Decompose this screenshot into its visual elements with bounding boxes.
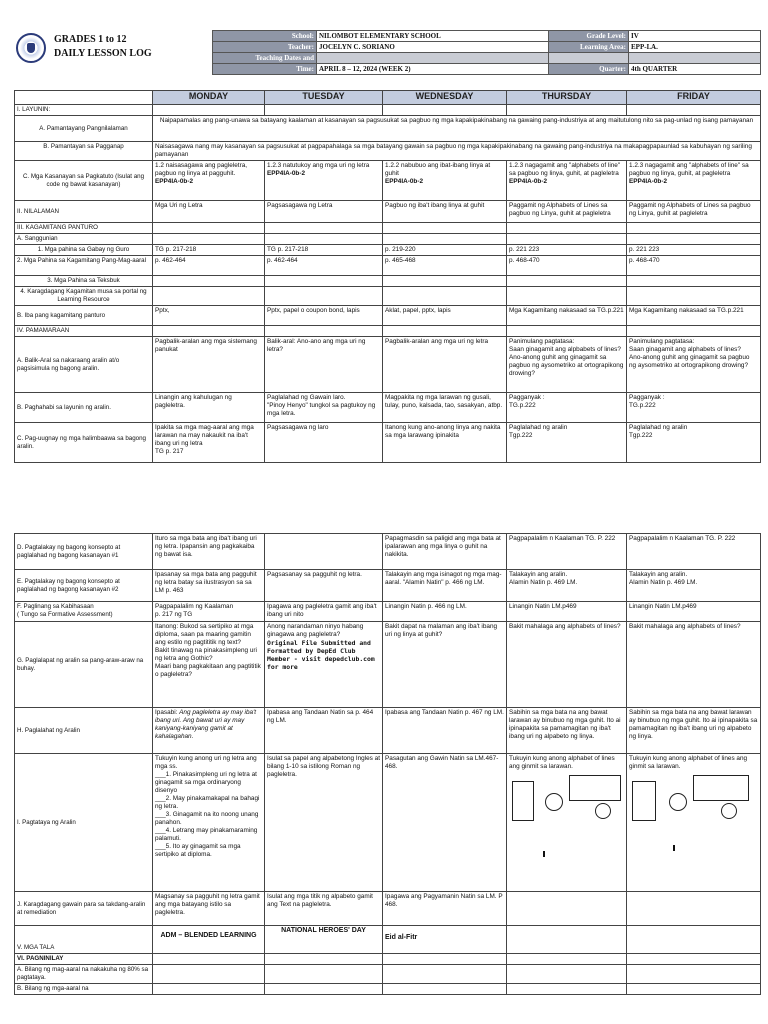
pagtalakay-2-tuesday: Pagsasanay sa pagguhit ng letra. [265, 570, 383, 602]
pag-uugnay-monday: Ipakita sa mga mag-aaral ang mga larawan na may nakaukit na iba't ibang uri ng letra TG p. 217 [153, 423, 265, 463]
paglalahat-tuesday: Ipabasa ang Tandaan Natin sa p. 464 ng LM. [265, 708, 383, 754]
balik-aral-thursday: Panimulang pagtatasa: Saan ginagamit ang alpbabets of lines? Ano-anong guhit ang ginagamit sa pagbuo ng aysometriko at ortograpikong drowing? [507, 337, 627, 393]
paglinang-tuesday: Ipagawa ang pagleletra gamit ang iba't ibang uri nito [265, 602, 383, 622]
gabay-guro-thursday: p. 221 223 [507, 245, 627, 256]
iba-pang-kagamitan-monday: Pptx, [153, 306, 265, 326]
pamamaraan-label: IV. PAMAMARAAN [15, 326, 153, 337]
pagtalakay-1-tuesday [265, 534, 383, 570]
day-tuesday: TUESDAY [265, 91, 383, 105]
paghahabi-wednesday: Magpakita ng mga larawan ng gusali, tulay, puno, kalsada, tao, sasakyan, atbp. [383, 393, 507, 423]
nilalaman-friday: Paggamit ng Alphabets of Lines sa pagbuo ng Linya, guhit at pagleletra [627, 201, 761, 223]
school-label: School: [213, 31, 317, 42]
paglalapat-thursday: Bakit mahalaga ang alphabets of lines? [507, 622, 627, 708]
karagdagang-gawain-wednesday: Ipagawa ang Pagyamanin Natin sa LM. P 468. [383, 892, 507, 926]
lesson-log-part-1 [14, 90, 760, 463]
mga-tala-label: V. MGA TALA [15, 926, 153, 954]
kagamitang-mag-aaral-tuesday: p. 462-464 [265, 256, 383, 276]
bilang-80-label: A. Bilang ng mag-aaral na nakakuha ng 80% sa pagtataya. [15, 965, 153, 984]
pagtataya-tuesday: Isulat sa papel ang alpabetong Ingles at bilang 1-10 sa istilong Roman ng pagleletra. [265, 754, 383, 892]
iba-pang-kagamitan-thursday: Mga Kagamitang nakasaad sa TG.p.221 [507, 306, 627, 326]
grade-value: IV [629, 31, 761, 42]
nilalaman-thursday: Paggamit ng Alphabets of Lines sa pagbuo ng Linya, guhit at pagleletra [507, 201, 627, 223]
grade-label: Grade Level: [549, 31, 629, 42]
doc-title-grades: GRADES 1 to 12 [54, 34, 127, 45]
day-monday: MONDAY [153, 91, 265, 105]
balik-aral-friday: Panimulang pagtatasa: Saan ginagamit ang alphabets of lines? Ano-anong guhit ang ginagamit sa pagbuo ng aysometriko at ortograpikong drowing? [627, 337, 761, 393]
paglinang-thursday: Linangin Natin LM.p469 [507, 602, 627, 622]
pagtataya-friday: Tukuyin kung anong alphabet of lines ang ginmit sa larawan. [627, 754, 761, 892]
depedclub-note: Original File Submitted and Formatted by DepEd Club Member - visit depedclub.com for more [267, 639, 375, 671]
kagamitang-mag-aaral-label: 2. Mga Pahina sa Kagamitang Pang-Mag-aaral [15, 256, 153, 276]
kasanayan-wednesday: 1.2.2 nabubuo ang ibat-ibang linya at guhit EPP4IA-0b-2 [383, 161, 507, 201]
pagtalakay-2-wednesday: Talakayin ang mga isinagot ng mga mag-aaral. "Alamin Natin" p. 466 ng LM. [383, 570, 507, 602]
karagdagang-gawain-thursday [507, 892, 627, 926]
pagtataya-thursday: Tukuyin kung anong alphabet of lines ang ginmit sa larawan. [507, 754, 627, 892]
pagtalakay-1-wednesday: Papagmasdin sa paligid ang mga bata at ipalarawan ang mga linya o guhit na nakikita. [383, 534, 507, 570]
kagamitang-mag-aaral-friday: p. 468-470 [627, 256, 761, 276]
iba-pang-kagamitan-label: B. Iba pang kagamitang panturo [15, 306, 153, 326]
kasanayan-tuesday: 1.2.3 natutukoy ang mga uri ng letra EPP4IA-0b-2 [265, 161, 383, 201]
paglalapat-tuesday: Anong narandaman ninyo habang ginagawa ang pagleletra? Original File Submitted and Formatted by DepEd Club Member - visit depedclub.com for more [265, 622, 383, 708]
quarter-label: Quarter: [549, 64, 629, 75]
doc-title-dll: DAILY LESSON LOG [54, 48, 152, 59]
teacher-label: Teacher: [213, 42, 317, 53]
paghahabi-monday: Linangin ang kahulugan ng pagleletra. [153, 393, 265, 423]
gabay-guro-monday: TG p. 217-218 [153, 245, 265, 256]
pag-uugnay-wednesday: Itanong kung ano-anong linya ang nakita sa mga larawang ipinakita [383, 423, 507, 463]
balik-aral-wednesday: Pagbalik-aralan ang mga uri ng letra [383, 337, 507, 393]
line-figure-friday [629, 771, 758, 861]
deped-header [14, 30, 210, 70]
paghahabi-thursday: Pagganyak : TG.p.222 [507, 393, 627, 423]
pamantayan-pagganap-label: B. Pamantayan sa Pagganap [15, 142, 153, 161]
pagtalakay-1-label: D. Pagtalakay ng bagong konsepto at paglalahad ng bagong kasanayan #1 [15, 534, 153, 570]
nilalaman-wednesday: Pagbuo ng iba't ibang linya at guhit [383, 201, 507, 223]
quarter-value: 4th QUARTER [629, 64, 761, 75]
tala-monday: ADM – BLENDED LEARNING [153, 926, 265, 954]
iba-pang-kagamitan-wednesday: Aklat, papel, pptx, lapis [383, 306, 507, 326]
paglinang-label: F. Paglinang sa Kabihasaan ( Tungo sa Formative Assessment) [15, 602, 153, 622]
gabay-guro-friday: p. 221 223 [627, 245, 761, 256]
kagamitang-mag-aaral-monday: p. 462-464 [153, 256, 265, 276]
pamantayang-pangnilalaman-label: A. Pamantayang Pangnilalaman [15, 116, 153, 142]
paglalapat-wednesday: Bakit dapat na malaman ang iba't ibang uri ng linya at guhit? [383, 622, 507, 708]
pag-uugnay-label: C. Pag-uugnay ng mga halimbaawa sa bagong aralin. [15, 423, 153, 463]
nilalaman-label: II. NILALAMAN [15, 201, 153, 223]
balik-aral-monday: Pagbalik-aralan ang mga sistemang panukat [153, 337, 265, 393]
paglalahat-label: H. Paglalahat ng Aralin [15, 708, 153, 754]
tala-tuesday: NATIONAL HEROES' DAY [265, 926, 383, 954]
iba-pang-kagamitan-friday: Mga Kagamitang nakasaad sa TG.p.221 [627, 306, 761, 326]
school-name: NILOMBOT ELEMENTARY SCHOOL [317, 31, 549, 42]
pagtataya-label: I. Pagtataya ng Aralin [15, 754, 153, 892]
layunin-label: I. LAYUNIN: [15, 105, 153, 116]
karagdagang-gawain-monday: Magsanay sa pagguhit ng letra gamit ang mga batayang istilo sa pagleletra. [153, 892, 265, 926]
paglinang-wednesday: Linangin Natin p. 466 ng LM. [383, 602, 507, 622]
gabay-guro-tuesday: TG p. 217-218 [265, 245, 383, 256]
paglalapat-label: G. Paglalapat ng aralin sa pang-araw-araw na buhay. [15, 622, 153, 708]
paghahabi-tuesday: Paglalahad ng Gawain laro. "Pinoy Henyo" tungkol sa pagtukoy ng mga letra. [265, 393, 383, 423]
paglalahat-thursday: Sabihin sa mga bata na ang bawat larawan ay binubuo ng mga guhit. Ito ai ipinapakita sa pamamagitan ng iba't ibang uri ng alpabeto ng linya. [507, 708, 627, 754]
teksbuk-label: 3. Mga Pahina sa Teksbuk [15, 276, 153, 287]
pamantayang-pangnilalaman-text: Naipapamalas ang pang-unawa sa batayang kaalaman at kasanayan sa pagsusukat sa pagbuo ng mga kapakipakinabang na gawaing pang-industriya at ang maitutulong nito sa pag-unlad ng isang pamayanan [153, 116, 761, 142]
paglalahat-monday: Ipasabi: Ang pagleletra ay may iba't ibang uri. Ang bawat uri ay may kaniyang-kaniyang gamit at kahalagahan. [153, 708, 265, 754]
kagamitang-mag-aaral-thursday: p. 468-470 [507, 256, 627, 276]
dates-label-1: Teaching Dates and [213, 53, 317, 64]
tala-wednesday: Eid al-Fitr [383, 926, 507, 954]
kasanayan-label: C. Mga Kasanayan sa Pagkatuto (Isulat ang code ng bawat kasanayan) [15, 161, 153, 201]
lesson-log-part-2 [14, 533, 760, 995]
pagtalakay-2-thursday: Talakayin ang aralin. Alamin Natin p. 469 LM. [507, 570, 627, 602]
pamantayan-pagganap-text: Naisasagawa nang may kasanayan sa pagsusukat at pagpapahalaga sa mga batayang gawain sa pagbuo ng mga kapakipakinabang na gawaing pang-industriya na makapagpapaunlad sa kabuhayan ng sariling pamayanan [153, 142, 761, 161]
karagdagang-gawain-friday [627, 892, 761, 926]
karagdagang-gawain-label: J. Karagdagang gawain para sa takdang-aralin at remediation [15, 892, 153, 926]
pag-uugnay-friday: Paglalahad ng aralin Tgp.222 [627, 423, 761, 463]
dates-label-2: Time: [213, 64, 317, 75]
kagamitang-panturo-label: III. KAGAMITANG PANTURO [15, 223, 153, 234]
pag-uugnay-tuesday: Pagsasagawa ng laro [265, 423, 383, 463]
paglinang-friday: Linangin Natin LM.p469 [627, 602, 761, 622]
kasanayan-monday: 1.2 naisasagawa ang pagleletra, pagbuo ng linya at pagguhit. EPP4IA-0b-2 [153, 161, 265, 201]
pagtataya-wednesday: Pasagutan ang Gawin Natin sa LM.467-468. [383, 754, 507, 892]
gabay-guro-wednesday: p. 219-220 [383, 245, 507, 256]
paglalapat-friday: Bakit mahalaga ang alphabets of lines? [627, 622, 761, 708]
pag-uugnay-thursday: Paglalahad ng aralin Tgp.222 [507, 423, 627, 463]
gabay-guro-label: 1. Mga pahina sa Gabay ng Guro [15, 245, 153, 256]
teacher-name: JOCELYN C. SORIANO [317, 42, 549, 53]
day-wednesday: WEDNESDAY [383, 91, 507, 105]
paghahabi-label: B. Paghahabi sa layunin ng aralin. [15, 393, 153, 423]
karagdagang-kagamitan-label: 4. Karagdagang Kagamitan musa sa portal ng Learning Resource [15, 287, 153, 306]
pagtalakay-2-monday: Ipasanay sa mga bata ang pagguhit ng letra batay sa ilustrasyon sa sa LM p. 463 [153, 570, 265, 602]
paghahabi-friday: Pagganyak : TG.p.222 [627, 393, 761, 423]
bilang-remediation-label: B. Bilang ng mga-aaral na [15, 984, 153, 995]
kagamitang-mag-aaral-wednesday: p. 465-468 [383, 256, 507, 276]
kasanayan-friday: 1.2.3 nagagamit ang "alphabets of line" sa pagbuo ng linya, guhit, at pagleletra EPP4IA-0b-2 [627, 161, 761, 201]
pagtalakay-1-thursday: Pagpapalalim n Kaalaman TG. P. 222 [507, 534, 627, 570]
line-figure-thursday [509, 771, 624, 861]
kasanayan-thursday: 1.2.3 nagagamit ang "alphabets of line" sa pagbuo ng linya, guhit, at pagleletra EPP4IA-0b-2 [507, 161, 627, 201]
header-info [212, 30, 760, 75]
pagninilay-label: VI. PAGNINILAY [15, 954, 153, 965]
day-thursday: THURSDAY [507, 91, 627, 105]
pagtalakay-2-friday: Talakayin ang aralin. Alamin Natin p. 469 LM. [627, 570, 761, 602]
pagtalakay-1-friday: Pagpapalalim n Kaalaman TG. P. 222 [627, 534, 761, 570]
sanggunian-label: A. Sanggunian [15, 234, 153, 245]
area-label: Learning Area: [549, 42, 629, 53]
pagtalakay-2-label: E. Pagtalakay ng bagong konsepto at paglalahad ng bagong kasanayan #2 [15, 570, 153, 602]
paglalahat-wednesday: Ipabasa ang Tandaan Natin p. 467 ng LM. [383, 708, 507, 754]
paglalapat-monday: Itanong: Bukod sa sertipiko at mga diploma, saan pa maaring gamitin ang estilo ng pagtititik ng text? Bakit tinawag na pinakasimpleng uri ng letra ang Gothic? Maari bang pagkakitaan ang pagtititik o pagleletra? [153, 622, 265, 708]
day-friday: FRIDAY [627, 91, 761, 105]
deped-seal-icon [16, 33, 46, 63]
karagdagang-gawain-tuesday: Isulat ang mga titik ng alpabeto gamit ang Text na pagleletra. [265, 892, 383, 926]
nilalaman-tuesday: Pagsasagawa ng Letra [265, 201, 383, 223]
iba-pang-kagamitan-tuesday: Pptx, papel o coupon bond, lapis [265, 306, 383, 326]
paglalahat-friday: Sabihin sa mga bata na ang bawat larawan ay binubuo ng mga guhit. Ito ai ipinapakita sa pamamagitan ng iba't ibang uri ng alpabeto ng linya. [627, 708, 761, 754]
balik-aral-tuesday: Balik-aral: Ano-ano ang mga uri ng letra? [265, 337, 383, 393]
paglinang-monday: Pagpapalalim ng Kaalaman p. 217 ng TG [153, 602, 265, 622]
nilalaman-monday: Mga Uri ng Letra [153, 201, 265, 223]
teaching-dates: APRIL 8 – 12, 2024 (WEEK 2) [317, 64, 549, 75]
balik-aral-label: A. Balik-Aral sa nakaraang aralin at/o pagsisimula ng bagong aralin. [15, 337, 153, 393]
area-value: EPP-I.A. [629, 42, 761, 53]
pagtalakay-1-monday: Ituro sa mga bata ang iba't ibang uri ng letra. Ipapansin ang pagkakaiba ng bawat isa. [153, 534, 265, 570]
pagtataya-monday: Tukuyin kung anong uri ng letra ang mga ss. ___1. Pinakasimpleng uri ng letra at ginagamit sa mga ordinaryong disenyo ___2. May pinakamakapal na bahagi ng letra. ___3. Ginagamit na ito noong unang panahon. ___4. Letrang may pinakamaraming palamuti. ___5. Ito ay ginagamit sa mga sertipiko at diploma. [153, 754, 265, 892]
